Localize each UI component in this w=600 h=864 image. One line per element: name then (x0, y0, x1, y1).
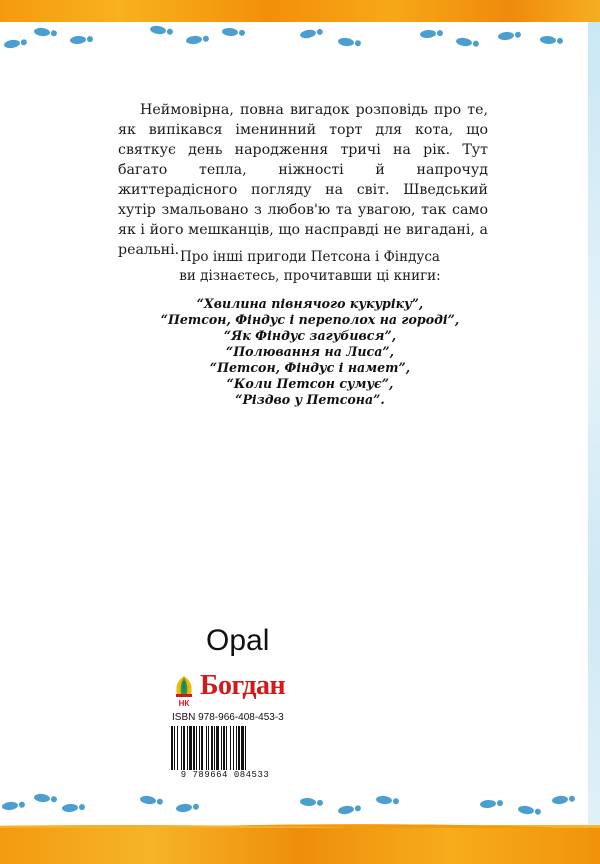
barcode-bar (177, 726, 178, 770)
barcode-bar (230, 726, 231, 770)
barcode-bar (196, 726, 197, 770)
barcode-bar (171, 726, 173, 770)
top-orange-band (0, 0, 600, 22)
book-title: “Хвилина півнячого кукуріку”, (196, 296, 424, 311)
footprint-icon (34, 27, 51, 37)
logo-mark-text: НК (178, 699, 190, 708)
barcode-bar (223, 726, 225, 770)
barcode-bar (181, 726, 182, 770)
barcode-bar (216, 726, 219, 770)
footprint-icon (300, 797, 317, 806)
footprint-icon (540, 35, 557, 44)
bogdan-logo-icon (172, 674, 196, 708)
book-title: “Петсон, Фіндус і переполох на городі”, (160, 312, 460, 327)
footprint-icon (62, 803, 79, 812)
book-title: “Як Фіндус загубився”, (223, 328, 397, 343)
barcode (168, 726, 282, 770)
isbn: ISBN 978-966-408-453-3 (172, 712, 284, 723)
footprint-icon (338, 37, 355, 47)
book-title: “Коли Петсон сумує”, (226, 376, 394, 391)
footprint-icon (376, 795, 393, 805)
footprint-icon (186, 35, 203, 45)
bogdan-logo (172, 670, 292, 710)
barcode-bar (226, 726, 227, 770)
footprint-icon (420, 29, 437, 38)
book-list (140, 296, 480, 408)
barcode-number: 9 789664 084533 (180, 770, 270, 780)
series-intro (150, 248, 470, 286)
barcode-bar (174, 726, 175, 770)
top-footprints (0, 22, 600, 52)
barcode-bar (183, 726, 185, 770)
publisher-opal: Opal (206, 624, 270, 657)
barcode-bar (233, 726, 234, 770)
barcode-bar (211, 726, 213, 770)
barcode-bar (214, 726, 215, 770)
footprint-icon (338, 805, 355, 815)
series-intro-line-2: ви дізнаєтесь, прочитавши ці книги: (179, 268, 441, 284)
footprint-icon (4, 39, 21, 49)
barcode-bar (189, 726, 192, 770)
bottom-footprints (0, 790, 600, 820)
barcode-bar (201, 726, 203, 770)
footprint-icon (552, 795, 569, 805)
series-intro-line-1: Про інші пригоди Петсона і Фіндуса (179, 249, 440, 265)
barcode-bar (245, 726, 246, 770)
barcode-bar (206, 726, 207, 770)
footprint-icon (456, 37, 473, 47)
footprint-icon (34, 793, 51, 803)
footprint-icon (70, 35, 87, 44)
barcode-bar (241, 726, 244, 770)
book-description: Неймовірна, повна вигадок розповідь про те, як випікався іменинний торт для кота, що святкує день народження тричі на рік. Тут багато тепла, ніжності й напрочуд життерадісного погляду на світ. Шведський хутір змальовано з любов'ю та увагою, так само як і його мешканців, що насправді не вигадані, а реальні. (118, 102, 488, 258)
footprint-icon (2, 801, 19, 811)
book-title: “Полювання на Лиса”, (225, 344, 395, 359)
book-title: “Різдво у Петсона”. (235, 392, 385, 407)
barcode-bar (236, 726, 237, 770)
barcode-bar (208, 726, 209, 770)
footprint-icon (498, 31, 515, 41)
footprint-icon (299, 29, 316, 40)
bogdan-logo-text: Богдан (200, 670, 286, 701)
footprint-icon (176, 803, 193, 813)
right-blue-stripe (588, 22, 600, 828)
barcode-bar (238, 726, 240, 770)
footprint-icon (480, 799, 497, 808)
barcode-bar (221, 726, 222, 770)
barcode-bar (193, 726, 195, 770)
barcode-bar (199, 726, 200, 770)
footprint-icon (518, 805, 535, 815)
barcode-bar (187, 726, 188, 770)
footprint-icon (222, 27, 239, 36)
footprint-icon (140, 795, 157, 805)
footprint-icon (150, 25, 167, 35)
book-title: “Петсон, Фіндус і намет”, (209, 360, 411, 375)
bottom-orange-band (0, 828, 600, 864)
